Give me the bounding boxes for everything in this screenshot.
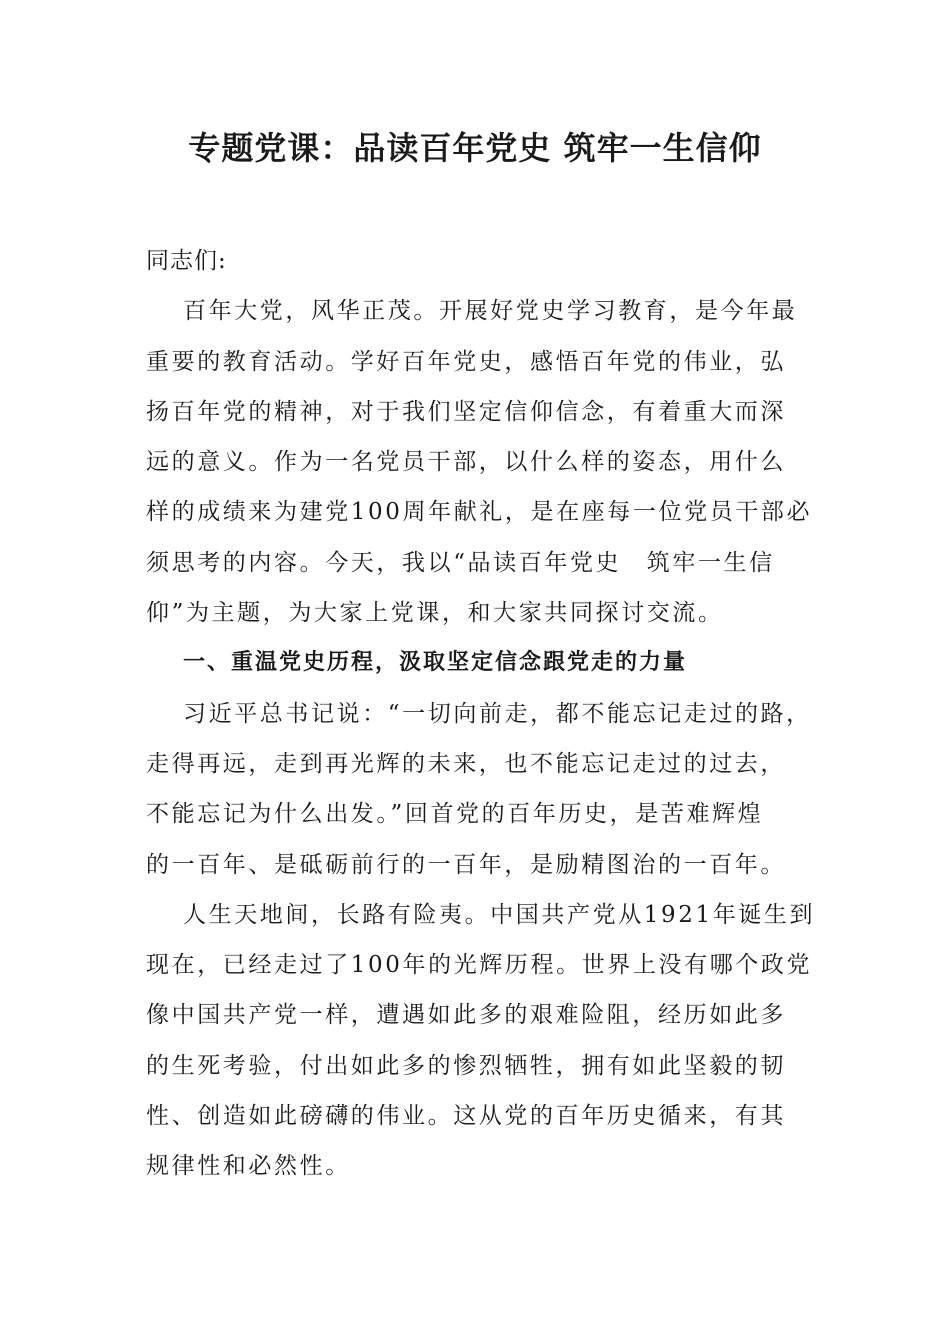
section-heading-1: 一、重温党史历程，汲取坚定信念跟党走的力量: [183, 650, 688, 676]
paragraph-1-line-6: 须思考的内容。今天，我以“品读百年党史 筑牢一生信: [146, 549, 775, 576]
paragraph-1-line-7: 仰”为主题，为大家上党课，和大家共同探讨交流。: [146, 600, 724, 627]
paragraph-3-line-6: 规律性和必然性。: [146, 1153, 351, 1180]
paragraph-3-line-2: 现在，已经走过了100年的光辉历程。世界上没有哪个政党: [146, 952, 813, 979]
paragraph-2-line-1: 习近平总书记说：“一切向前走，都不能忘记走过的路，: [183, 700, 812, 727]
paragraph-3-line-4: 的生死考验，付出如此多的惨烈牺牲，拥有如此坚毅的韧: [146, 1052, 786, 1079]
paragraph-3-line-5: 性、创造如此磅礴的伟业。这从党的百年历史循来，有其: [146, 1103, 786, 1130]
paragraph-3-line-3: 像中国共产党一样，遭遇如此多的艰难险阻，经历如此多: [146, 1002, 786, 1029]
paragraph-1-line-2: 重要的教育活动。学好百年党史，感悟百年党的伟业，弘: [146, 348, 786, 375]
salutation: 同志们:: [146, 248, 227, 274]
document-title: 专题党课：品读百年党史 筑牢一生信仰: [188, 129, 762, 167]
paragraph-2-line-4: 的一百年、是砥砺前行的一百年，是励精图治的一百年。: [146, 851, 786, 878]
paragraph-3-line-1: 人生天地间，长路有险夷。中国共产党从1921年诞生到: [183, 901, 816, 928]
document-body: [146, 236, 816, 1192]
paragraph-2-line-3: 不能忘记为什么出发。”回首党的百年历史，是苦难辉煌: [146, 801, 764, 828]
paragraph-2-line-2: 走得再远，走到再光辉的未来，也不能忘记走过的过去，: [146, 750, 786, 777]
paragraph-1-line-3: 扬百年党的精神，对于我们坚定信仰信念，有着重大而深: [146, 398, 786, 425]
paragraph-1-line-1: 百年大党，风华正茂。开展好党史学习教育，是今年最: [183, 298, 798, 325]
paragraph-1-line-5: 样的成绩来为建党100周年献礼，是在座每一位党员干部必: [146, 499, 813, 526]
paragraph-1-line-4: 远的意义。作为一名党员干部，以什么样的姿态，用什么: [146, 449, 786, 476]
